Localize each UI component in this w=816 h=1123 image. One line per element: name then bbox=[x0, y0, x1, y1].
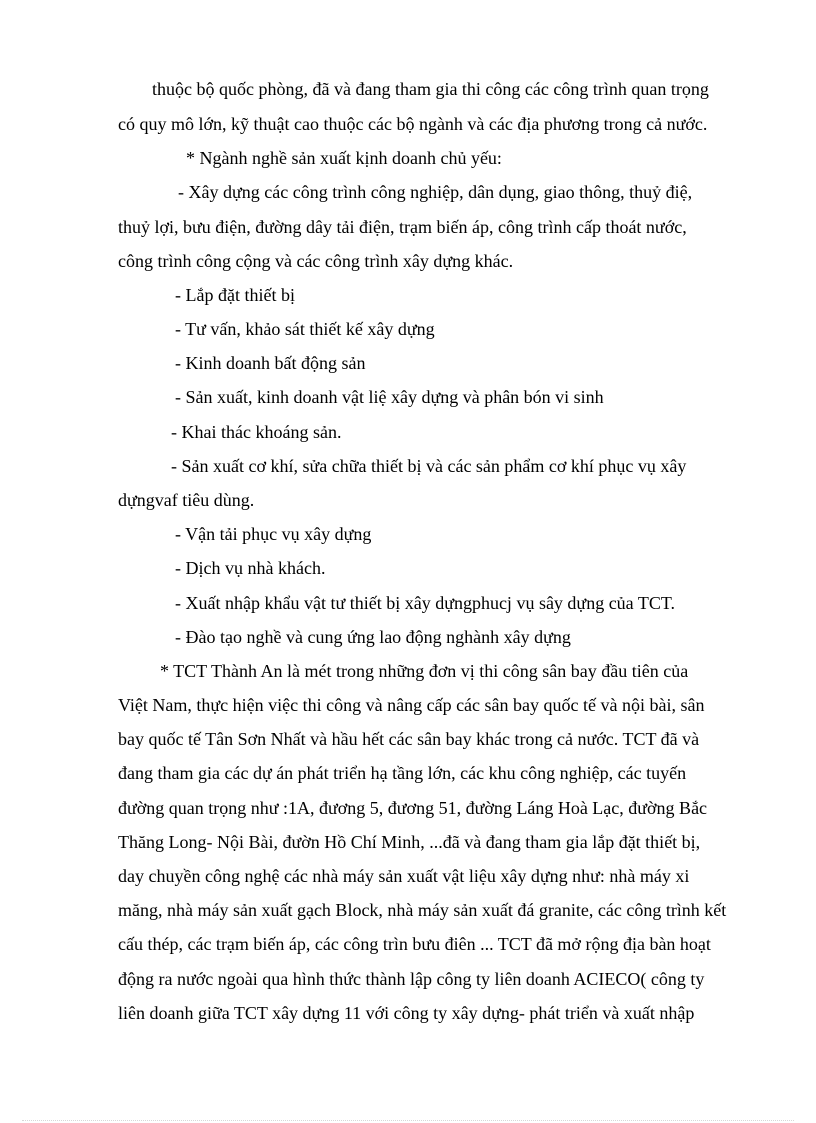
list-item: - Lắp đặt thiết bị bbox=[175, 285, 295, 305]
list-item: - Khai thác khoáng sản. bbox=[171, 422, 342, 442]
text-line: động ra nước ngoài qua hình thức thành lập công ty liên doanh ACIECO( công ty bbox=[118, 969, 705, 989]
text-line: bay quốc tế Tân Sơn Nhất và hầu hết các sân bay khác trong cả nước. TCT đã và bbox=[118, 729, 700, 749]
text-line: đang tham gia các dự án phát triển hạ tầng lớn, các khu công nghiệp, các tuyến bbox=[118, 763, 687, 783]
text-line: - Xây dựng các công trình công nghiệp, dân dụng, giao thông, thuỷ điệ, bbox=[178, 182, 693, 202]
text-line: măng, nhà máy sản xuất gạch Block, nhà máy sản xuất đá granite, các công trình kết bbox=[118, 900, 727, 920]
text-line: * TCT Thành An là mét trong những đơn vị thi công sân bay đầu tiên của bbox=[160, 661, 689, 681]
text-line: liên doanh giữa TCT xây dựng 11 với công ty xây dựng- phát triển và xuất nhập bbox=[118, 1003, 695, 1023]
list-item: - Xuất nhập khẩu vật tư thiết bị xây dựngphucj vụ sây dựng của TCT. bbox=[175, 593, 676, 613]
list-item: - Đào tạo nghề và cung ứng lao động nghành xây dựng bbox=[175, 627, 571, 647]
text-line: Việt Nam, thực hiện việc thi công và nâng cấp các sân bay quốc tế và nội bài, sân bbox=[118, 695, 705, 715]
text-line: thuỷ lợi, bưu điện, đường dây tải điện, trạm biến áp, công trình cấp thoát nước, bbox=[118, 217, 687, 237]
text-line: Thăng Long- Nội Bài, đườn Hồ Chí Minh, ...đã và đang tham gia lắp đặt thiết bị, bbox=[118, 832, 701, 852]
list-item: - Sản xuất, kinh doanh vật liệ xây dựng và phân bón vi sinh bbox=[175, 387, 604, 407]
text-line: cấu thép, các trạm biến áp, các công trìn bưu điên ... TCT đã mở rộng địa bàn hoạt bbox=[118, 934, 711, 954]
page-bottom-rule bbox=[22, 1120, 794, 1121]
list-item: - Kinh doanh bất động sản bbox=[175, 353, 366, 373]
text-line: đường quan trọng như :1A, đương 5, đương 51, đường Láng Hoà Lạc, đường Bắc bbox=[118, 798, 708, 818]
text-line: dựngvaf tiêu dùng. bbox=[118, 490, 255, 510]
text-line: công trình công cộng và các công trình xây dựng khác. bbox=[118, 251, 514, 271]
list-item: - Vận tải phục vụ xây dựng bbox=[175, 524, 372, 544]
list-item: - Dịch vụ nhà khách. bbox=[175, 558, 326, 578]
list-item: - Sản xuất cơ khí, sửa chữa thiết bị và các sản phẩm cơ khí phục vụ xây bbox=[171, 456, 687, 476]
section-heading: * Ngành nghề sản xuất kịnh doanh chủ yếu: bbox=[186, 148, 502, 168]
list-item: - Tư vấn, khảo sát thiết kế xây dựng bbox=[175, 319, 435, 339]
text-line: có quy mô lớn, kỹ thuật cao thuộc các bộ ngành và các địa phương trong cả nước. bbox=[118, 114, 708, 134]
text-line: day chuyền công nghệ các nhà máy sản xuất vật liệu xây dựng như: nhà máy xi bbox=[118, 866, 690, 886]
text-line: thuộc bộ quốc phòng, đã và đang tham gia thi công các công trình quan trọng bbox=[152, 79, 709, 99]
